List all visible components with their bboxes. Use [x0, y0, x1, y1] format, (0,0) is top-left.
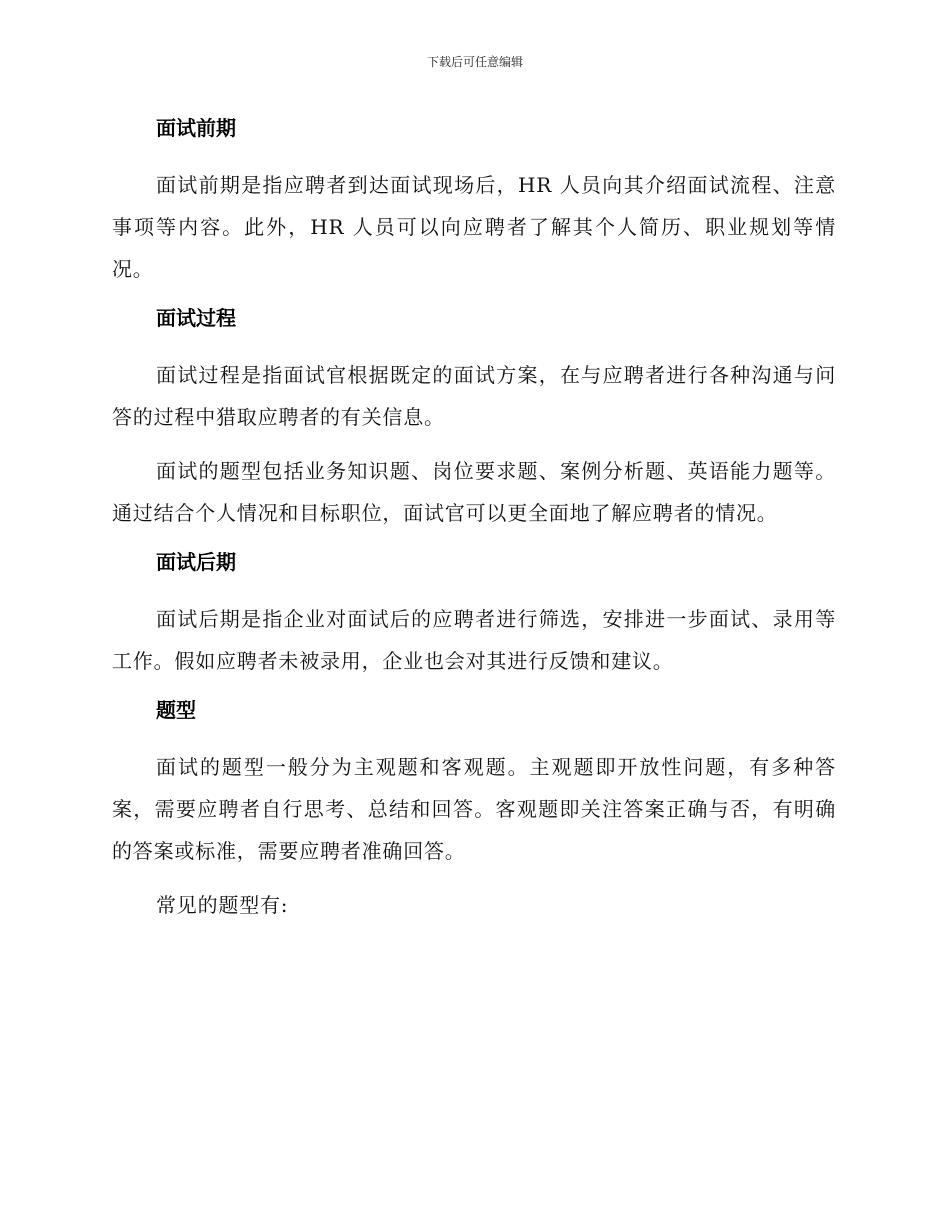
paragraph: 常见的题型有: [156, 893, 289, 917]
section-heading: 面试前期 [156, 116, 236, 140]
paragraph: 面试前期是指应聘者到达面试现场后，HR 人员向其介绍面试流程、注意事项等内容。此外，HR 人员可以向应聘者了解其个人简历、职业规划等情况。 [112, 173, 836, 281]
section-heading: 题型 [156, 698, 196, 722]
document-body [112, 112, 836, 938]
page-header: 下载后可任意编辑 [426, 55, 523, 69]
paragraph: 面试的题型包括业务知识题、岗位要求题、案例分析题、英语能力题等。通过结合个人情况和目标职位，面试官可以更全面地了解应聘者的情况。 [112, 459, 836, 525]
section-heading: 面试后期 [156, 550, 236, 574]
section-heading: 面试过程 [156, 306, 236, 330]
paragraph: 面试后期是指企业对面试后的应聘者进行筛选，安排进一步面试、录用等工作。假如应聘者未被录用，企业也会对其进行反馈和建议。 [112, 607, 836, 673]
paragraph: 面试过程是指面试官根据既定的面试方案，在与应聘者进行各种沟通与问答的过程中猎取应聘者的有关信息。 [112, 363, 836, 429]
paragraph: 面试的题型一般分为主观题和客观题。主观题即开放性问题，有多种答案，需要应聘者自行思考、总结和回答。客观题即关注答案正确与否，有明确的答案或标准，需要应聘者准确回答。 [112, 755, 836, 863]
